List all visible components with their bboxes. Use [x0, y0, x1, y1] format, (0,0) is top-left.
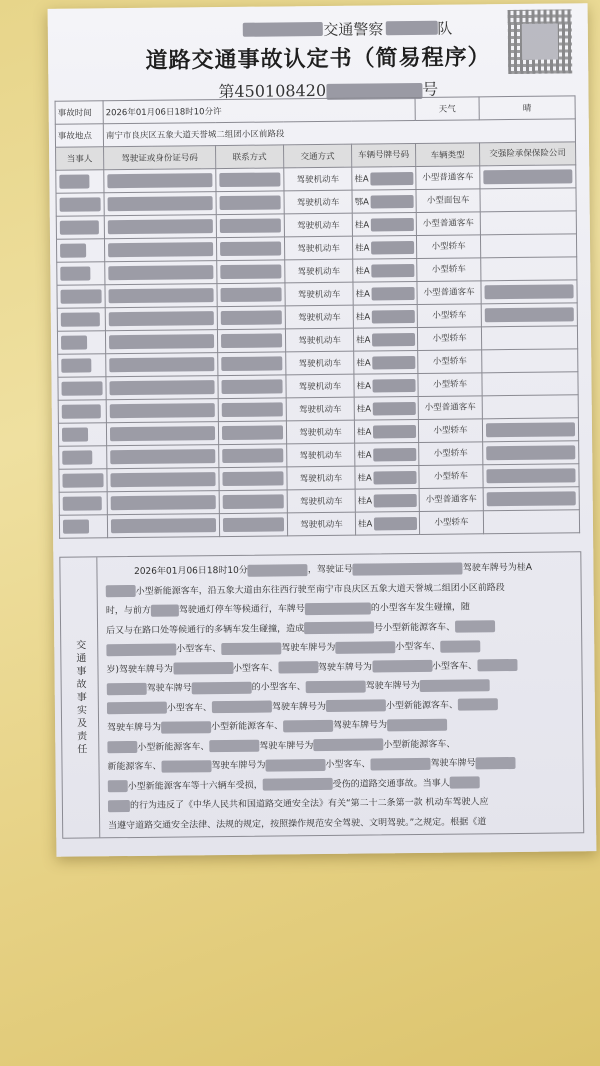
insurer-cell	[483, 441, 579, 465]
insurer-cell	[483, 510, 579, 534]
narrative-line: 时，与前方 驾驶通灯停车等候通行，车牌号 的小型客车发生碰撞，随	[105, 602, 470, 617]
plate-cell: 桂A	[353, 281, 417, 305]
party-cell	[57, 285, 105, 309]
transport-mode-cell: 驾驶机动车	[287, 443, 355, 467]
plate-cell: 桂A	[354, 396, 418, 420]
transport-mode-cell: 驾驶机动车	[284, 213, 352, 237]
contact-cell	[218, 421, 286, 445]
vehicle-type-cell: 小型面包车	[416, 189, 480, 213]
insurer-cell	[480, 211, 576, 235]
party-cell	[56, 239, 104, 263]
party-cell	[56, 193, 104, 217]
transport-mode-cell: 驾驶机动车	[286, 397, 354, 421]
vehicle-type-cell: 小型轿车	[419, 511, 483, 535]
insurer-cell	[482, 395, 578, 419]
transport-mode-cell: 驾驶机动车	[285, 259, 353, 283]
facts-label: 交通事故事实及责任	[60, 557, 100, 837]
id-number-cell	[104, 238, 216, 262]
narrative-line: 小型客车、 驾驶车牌号为 小型新能源客车、	[107, 695, 574, 719]
redaction-block	[385, 21, 437, 36]
plate-cell: 桂A	[355, 465, 419, 489]
party-cell	[58, 354, 106, 378]
id-number-cell	[106, 376, 218, 400]
insurer-cell	[481, 280, 577, 304]
place-label: 事故地点	[55, 124, 103, 148]
contact-cell	[219, 513, 287, 537]
id-number-cell	[105, 307, 217, 331]
accident-report-document	[48, 3, 597, 857]
narrative-line: 小型新能源客车等十六辆车受损， 受伤的道路交通事故。当事人	[108, 773, 575, 797]
vehicle-type-cell: 小型轿车	[418, 419, 482, 443]
transport-mode-cell: 驾驶机动车	[285, 282, 353, 306]
id-number-cell	[107, 491, 219, 515]
contact-cell	[218, 352, 286, 376]
contact-cell	[219, 467, 287, 491]
col-header: 驾驶证或身份证号码	[104, 146, 216, 170]
party-cell	[56, 170, 104, 194]
contact-cell	[217, 283, 285, 307]
agency-suffix-2: 队	[437, 19, 453, 38]
contact-cell	[219, 444, 287, 468]
party-cell	[57, 308, 105, 332]
plate-cell: 桂A	[353, 327, 417, 351]
transport-mode-cell: 驾驶机动车	[286, 374, 354, 398]
place-value: 南宁市良庆区五象大道天誉城二组团小区前路段	[103, 119, 575, 147]
vehicle-type-cell: 小型轿车	[417, 304, 481, 328]
party-cell	[59, 515, 107, 539]
contact-cell	[217, 260, 285, 284]
transport-mode-cell: 驾驶机动车	[284, 236, 352, 260]
plate-cell: 桂A	[353, 258, 417, 282]
narrative-line: 的行为违反了《中华人民共和国道路交通安全法》有关“第二十二条第一款 机动车驾驶人应	[108, 792, 575, 816]
plate-cell: 桂A	[355, 442, 419, 466]
time-value: 2026年01月06日18时10分许	[103, 98, 415, 124]
transport-mode-cell: 驾驶机动车	[287, 466, 355, 490]
vehicle-type-cell: 小型轿车	[419, 442, 483, 466]
weather-value: 晴	[479, 96, 575, 120]
contact-cell	[216, 214, 284, 238]
contact-cell	[218, 398, 286, 422]
plate-cell: 桂A	[355, 511, 419, 535]
id-number-cell	[106, 422, 218, 446]
contact-cell	[217, 329, 285, 353]
plate-cell: 桂A	[354, 373, 418, 397]
id-number-cell	[107, 468, 219, 492]
id-number-cell	[106, 353, 218, 377]
transport-mode-cell: 驾驶机动车	[285, 305, 353, 329]
id-number-cell	[105, 261, 217, 285]
contact-cell	[219, 490, 287, 514]
narrative-line: 新能源客车、 驾驶车牌号为 小型客车、 驾驶车牌号	[107, 753, 574, 777]
weather-label: 天气	[415, 97, 479, 121]
insurer-cell	[480, 165, 576, 189]
vehicle-type-cell: 小型轿车	[416, 235, 480, 259]
contact-cell	[216, 237, 284, 261]
insurer-cell	[483, 464, 579, 488]
party-cell	[59, 469, 107, 493]
party-cell	[58, 423, 106, 447]
narrative-line: 驾驶车牌号为 小型新能源客车、 驾驶车牌号为	[107, 714, 574, 738]
plate-cell: 桂A	[354, 350, 418, 374]
id-number-cell	[107, 514, 219, 538]
party-cell	[58, 377, 106, 401]
plate-cell: 桂A	[352, 167, 416, 191]
narrative-line: 小型新能源客车，沿五象大道由东往西行驶至南宁市良庆区五象大道天誉城二组团小区前路段	[106, 578, 573, 602]
plate-cell: 鄂A	[352, 190, 416, 214]
plate-cell: 桂A	[352, 235, 416, 259]
vehicle-type-cell: 小型普通客车	[419, 488, 483, 512]
vehicle-type-cell: 小型轿车	[419, 465, 483, 489]
vehicle-type-cell: 小型普通客车	[416, 212, 480, 236]
insurer-cell	[482, 372, 578, 396]
insurer-cell	[482, 349, 578, 373]
redaction-block	[243, 22, 323, 37]
narrative-line: 后又与在路口处等候通行的多辆车发生碰撞，造成 号小型新能源客车、	[106, 617, 573, 641]
time-label: 事故时间	[55, 101, 103, 125]
contact-cell	[216, 168, 284, 192]
insurer-cell	[481, 303, 577, 327]
transport-mode-cell: 驾驶机动车	[287, 512, 355, 536]
party-cell	[59, 446, 107, 470]
id-number-cell	[105, 330, 217, 354]
vehicle-type-cell: 小型轿车	[417, 258, 481, 282]
plate-cell: 桂A	[354, 419, 418, 443]
vehicle-type-cell: 小型普通客车	[416, 166, 480, 190]
vehicle-type-cell: 小型普通客车	[418, 396, 482, 420]
narrative-line: 2026年01月06日18时10分 ，驾驶证号 驾驶车牌号为桂A	[134, 562, 533, 577]
id-number-cell	[104, 215, 216, 239]
narrative-line: 驾驶车牌号 的小型客车、 驾驶车牌号为	[107, 675, 574, 699]
party-cell	[58, 400, 106, 424]
agency-suffix-1: 交通警察	[323, 19, 384, 39]
party-cell	[59, 492, 107, 516]
transport-mode-cell: 驾驶机动车	[287, 489, 355, 513]
insurer-cell	[481, 326, 577, 350]
facts-body	[97, 552, 583, 837]
insurer-cell	[482, 418, 578, 442]
redaction-block	[522, 24, 558, 60]
table-body	[56, 165, 580, 538]
transport-mode-cell: 驾驶机动车	[284, 190, 352, 214]
insurer-cell	[481, 257, 577, 281]
contact-cell	[217, 306, 285, 330]
narrative-line: 当遵守道路交通安全法律、法规的规定，按照操作规范安全驾驶、文明驾驶。”之规定。根据《道	[108, 816, 487, 831]
vehicle-type-cell: 小型普通客车	[417, 281, 481, 305]
document-title: 道路交通事故认定书（简易程序）	[145, 44, 491, 74]
transport-mode-cell: 驾驶机动车	[286, 420, 354, 444]
vehicle-type-cell: 小型轿车	[418, 350, 482, 374]
insurer-cell	[480, 188, 576, 212]
qr-code-icon	[508, 9, 573, 74]
plate-cell: 桂A	[353, 304, 417, 328]
plate-cell: 桂A	[352, 213, 416, 237]
col-header: 当事人	[56, 147, 104, 171]
id-number-cell	[104, 169, 216, 193]
col-header: 车辆号牌号码	[352, 144, 416, 168]
transport-mode-cell: 驾驶机动车	[285, 328, 353, 352]
parties-table	[55, 95, 581, 538]
transport-mode-cell: 驾驶机动车	[284, 167, 352, 191]
transport-mode-cell: 驾驶机动车	[286, 351, 354, 375]
narrative-line: 小型新能源客车、 驾驶车牌号为 小型新能源客车、	[107, 734, 574, 758]
plate-cell: 桂A	[355, 488, 419, 512]
id-number-cell	[105, 284, 217, 308]
col-header: 交通方式	[284, 144, 352, 168]
col-header: 车辆类型	[416, 143, 480, 167]
vehicle-type-cell: 小型轿车	[417, 327, 481, 351]
id-number-cell	[104, 192, 216, 216]
col-header: 联系方式	[216, 145, 284, 169]
insurer-cell	[483, 487, 579, 511]
party-cell	[57, 331, 105, 355]
contact-cell	[218, 375, 286, 399]
id-number-cell	[107, 445, 219, 469]
contact-cell	[216, 191, 284, 215]
narrative-line: 岁)驾驶车牌号为 小型客车、 驾驶车牌号为 小型客车、	[106, 656, 573, 680]
party-cell	[56, 216, 104, 240]
party-cell	[57, 262, 105, 286]
id-number-cell	[106, 399, 218, 423]
table-row	[59, 510, 579, 538]
vehicle-type-cell: 小型轿车	[418, 373, 482, 397]
doc-number-suffix: 号	[421, 79, 439, 99]
doc-number-prefix: 第450108420	[218, 80, 327, 102]
agency-header	[198, 16, 498, 41]
facts-section	[59, 551, 584, 838]
col-header: 交强险承保保险公司	[480, 142, 576, 166]
insurer-cell	[480, 234, 576, 258]
narrative-line: 小型客车、 驾驶车牌号为 小型客车、	[106, 636, 573, 660]
